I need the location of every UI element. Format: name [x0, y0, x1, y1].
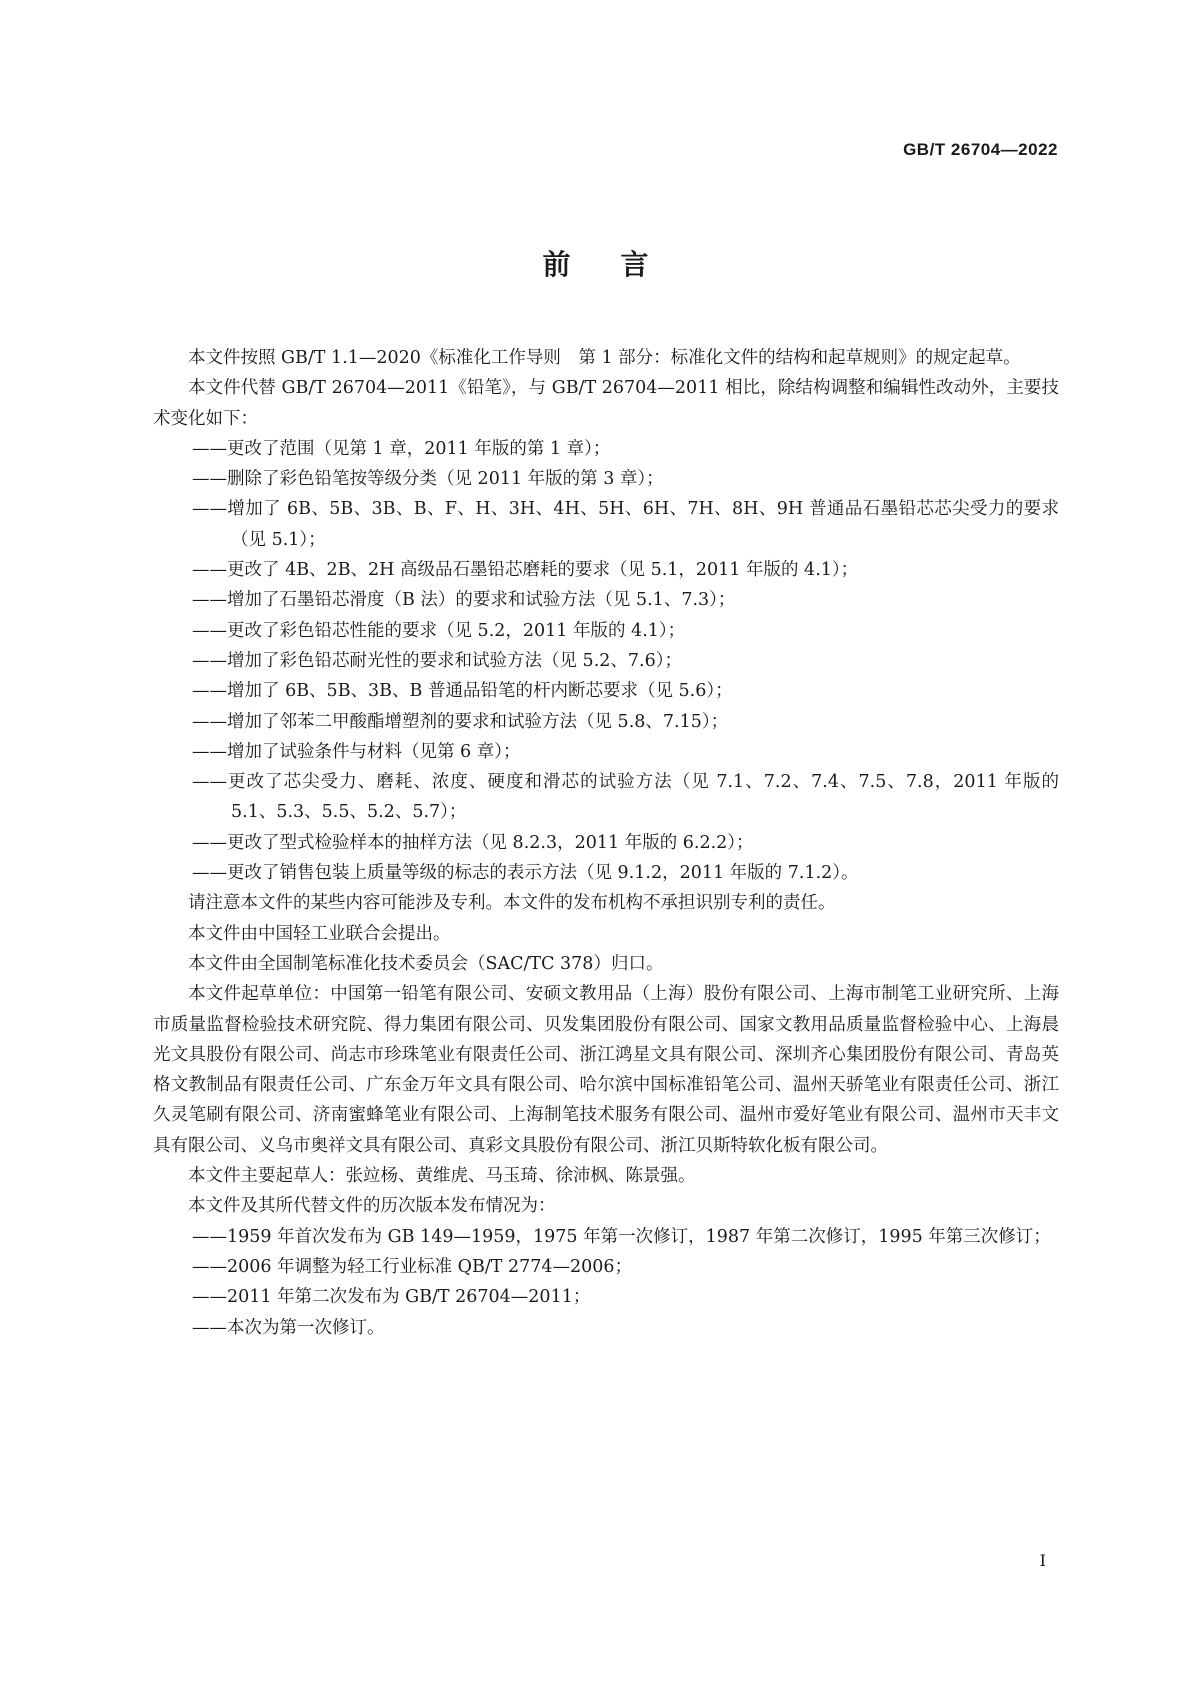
history-item: ——2006 年调整为轻工行业标准 QB/T 2774—2006； [192, 1256, 633, 1277]
history-item: ——2011 年第二次发布为 GB/T 26704—2011； [192, 1287, 591, 1308]
history-item: ——本次为第一次修订。 [192, 1317, 385, 1338]
change-item: ——更改了 4B、2B、2H 高级品石墨铅芯磨耗的要求（见 5.1，2011 年版的 4.1）； [192, 560, 859, 581]
page-number: I [1039, 1551, 1046, 1570]
change-item: ——更改了芯尖受力、磨耗、浓度、硬度和滑芯的试验方法（见 7.1、7.2、7.4、7.5、7.8，2011 年版的 5.1、5.3、5.5、5.2、5.7）； [192, 772, 1059, 823]
standard-code: GB/T 26704—2022 [903, 140, 1058, 159]
change-item: ——增加了试验条件与材料（见第 6 章）； [192, 741, 521, 762]
change-item: ——增加了石墨铅芯滑度（B 法）的要求和试验方法（见 5.1、7.3）； [192, 590, 736, 611]
foreword-body [153, 343, 1059, 1343]
change-item: ——删除了彩色铅笔按等级分类（见 2011 年版的第 3 章）； [192, 469, 664, 490]
change-item: ——增加了 6B、5B、3B、B、F、H、3H、4H、5H、6H、7H、8H、9H 普通品石墨铅芯芯尖受力的要求（见 5.1）； [192, 499, 1059, 550]
paragraph-patent-notice: 请注意本文件的某些内容可能涉及专利。本文件的发布机构不承担识别专利的责任。 [188, 893, 836, 914]
change-item: ——增加了彩色铅芯耐光性的要求和试验方法（见 5.2、7.6）； [192, 650, 682, 671]
change-item: ——更改了彩色铅芯性能的要求（见 5.2，2011 年版的 4.1）； [192, 620, 686, 641]
page-title: 前言 [542, 248, 699, 281]
paragraph-drafting-rules: 本文件按照 GB/T 1.1—2020《标准化工作导则 第 1 部分：标准化文件的结构和起草规则》的规定起草。 [188, 348, 1021, 368]
change-item: ——更改了范围（见第 1 章，2011 年版的第 1 章）； [192, 438, 611, 459]
paragraph-committee: 本文件由全国制笔标准化技术委员会（SAC/TC 378）归口。 [188, 953, 664, 974]
paragraph-history-intro: 本文件及其所代替文件的历次版本发布情况为： [188, 1196, 556, 1217]
paragraph-drafters: 本文件主要起草人：张竝杨、黄维虎、马玉琦、徐沛枫、陈景强。 [188, 1166, 696, 1187]
paragraph-replacement: 本文件代替 GB/T 26704—2011《铅笔》，与 GB/T 26704—2011 相比，除结构调整和编辑性改动外，主要技术变化如下： [153, 378, 1059, 429]
change-item: ——更改了型式检验样本的抽样方法（见 8.2.3，2011 年版的 6.2.2）； [192, 832, 754, 853]
change-item: ——更改了销售包装上质量等级的标志的表示方法（见 9.1.2，2011 年版的 7.1.2）。 [192, 863, 859, 884]
paragraph-drafting-units: 本文件起草单位：中国第一铅笔有限公司、安硕文教用品（上海）股份有限公司、上海市制笔工业研究所、上海市质量监督检验技术研究院、得力集团有限公司、贝发集团股份有限公司、国家文教用品质量监督检验中心、上海晨光文具股份有限公司、尚志市珍珠笔业有限责任公司、浙江鸿星文具有限公司、深圳齐心集团股份有限公司、青岛英格文教制品有限责任公司、广东金万年文具有限公司、哈尔滨中国标准铅笔公司、温州天骄笔业有限责任公司、浙江久灵笔刷有限公司、济南蜜蜂笔业有限公司、上海制笔技术服务有限公司、温州市爱好笔业有限公司、温州市天丰文具有限公司、义乌市奥祥文具有限公司、真彩文具股份有限公司、浙江贝斯特软化板有限公司。 [153, 984, 1059, 1156]
history-item: ——1959 年首次发布为 GB 149—1959，1975 年第一次修订，1987 年第二次修订，1995 年第三次修订； [192, 1226, 1051, 1247]
change-item: ——增加了 6B、5B、3B、B 普通品铅笔的杆内断芯要求（见 5.6）； [192, 681, 733, 702]
change-item: ——增加了邻苯二甲酸酯增塑剂的要求和试验方法（见 5.8、7.15）； [192, 711, 729, 732]
paragraph-proposer: 本文件由中国轻工业联合会提出。 [188, 923, 451, 944]
